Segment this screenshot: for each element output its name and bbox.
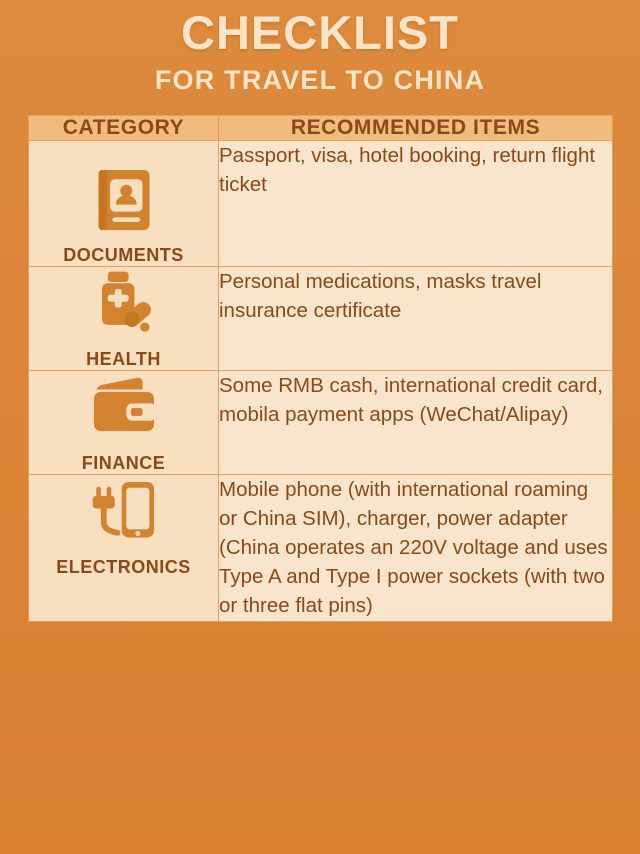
wallet-icon bbox=[87, 371, 161, 445]
passport-icon bbox=[87, 163, 161, 237]
category-cell-health bbox=[29, 267, 219, 371]
page-title: CHECKLIST bbox=[181, 6, 459, 59]
items-cell-health bbox=[219, 267, 613, 371]
items-text: Personal medications, masks travel insurance certificate bbox=[219, 270, 542, 323]
table-header bbox=[29, 116, 613, 141]
category-cell-electronics bbox=[29, 475, 219, 622]
page-subtitle: FOR TRAVEL TO CHINA bbox=[154, 65, 486, 96]
items-text: Some RMB cash, international credit card, mobila payment apps (WeChat/Alipay) bbox=[219, 374, 603, 427]
items-cell-finance bbox=[219, 371, 613, 475]
table-row bbox=[29, 475, 613, 622]
table-row bbox=[29, 371, 613, 475]
table-header-row bbox=[29, 116, 613, 141]
table-body bbox=[29, 141, 613, 622]
category-label: HEALTH bbox=[86, 349, 161, 370]
checklist-table bbox=[28, 115, 613, 622]
items-text: Passport, visa, hotel booking, return flight ticket bbox=[219, 144, 596, 197]
items-cell-documents bbox=[219, 141, 613, 267]
title-block bbox=[28, 0, 612, 96]
medicine-bottle-pills-icon bbox=[87, 267, 161, 341]
category-label: DOCUMENTS bbox=[63, 245, 184, 266]
table-row bbox=[29, 141, 613, 267]
category-cell-finance bbox=[29, 371, 219, 475]
items-text: Mobile phone (with international roaming or China SIM), charger, power adapter (China operates an 220V voltage and uses Type A and Type I power sockets (with two or three flat pins) bbox=[219, 478, 608, 618]
column-header-category: CATEGORY bbox=[29, 116, 219, 141]
category-cell-documents bbox=[29, 141, 219, 267]
category-label: ELECTRONICS bbox=[56, 557, 191, 578]
column-header-items: RECOMMENDED ITEMS bbox=[219, 116, 613, 141]
smartphone-charger-icon bbox=[87, 475, 161, 549]
table-row bbox=[29, 267, 613, 371]
category-label: FINANCE bbox=[81, 453, 166, 474]
items-cell-electronics bbox=[219, 475, 613, 622]
